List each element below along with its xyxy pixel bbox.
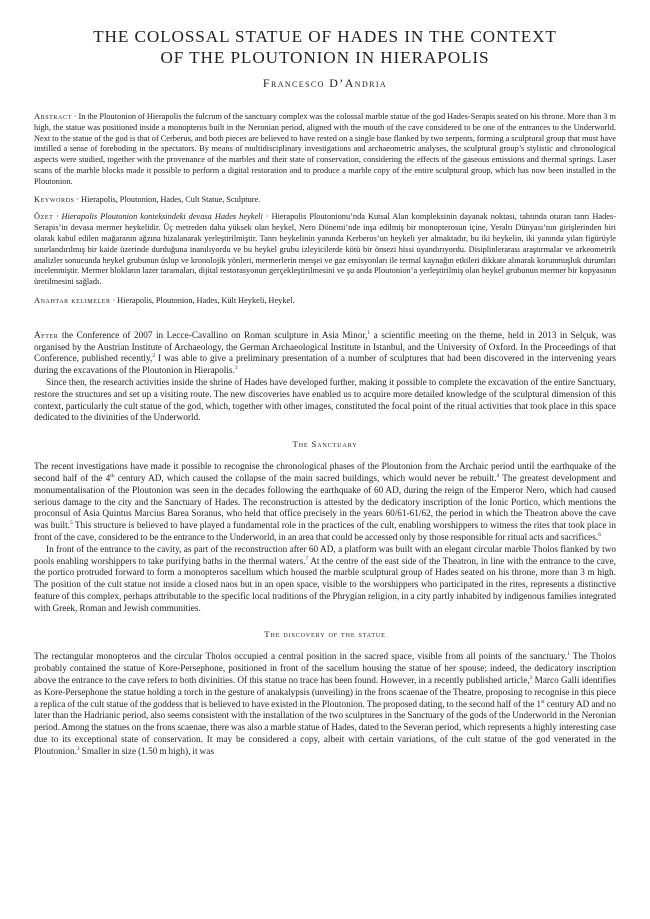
discovery-p1-text-b: The Tholos probably contained the statue of Kore-Persephone, positioned in front of the sacellum housing the statue of her spouse; indeed, the dedicatory inscription above the entrance to the cave refers to both divinities. Of this statue no trace has been found. However, in a recently published article, — [34, 652, 616, 687]
discovery-p1-text-a: The rectangular monopteros and the circular Tholos occupied a central position in the sacred space, visible from all points of the sanctuary. — [34, 652, 568, 663]
sanctuary-section — [34, 462, 616, 615]
title-line-1: THE COLOSSAL STATUE OF HADES IN THE CONTEXT — [93, 27, 557, 46]
title-line-2: OF THE PLOUTONION IN HIERAPOLIS — [160, 48, 490, 67]
anahtar-text: · Hierapolis, Ploutonion, Hades, Kült Heykeli, Heykel. — [110, 295, 295, 305]
anahtar-keywords — [34, 296, 616, 307]
anahtar-label: Anahtar kelimeler — [34, 295, 111, 305]
intro-section — [34, 331, 616, 425]
footnote-ref-5: 5 — [69, 520, 73, 527]
discovery-section — [34, 652, 616, 758]
sanctuary-p2-text-a: In front of the entrance to the cavity, as part of the reconstruction after 60 AD, a platform was built with an elegant circular marble Tholos flanked by two pools enabling worshippers to take purifying baths in the thermal waters. — [34, 544, 616, 567]
intro-p1-text-a: the Conference of 2007 in Lecce-Cavallino on Roman sculpture in Asia Minor, — [58, 330, 368, 341]
footnote-ref-d3: 3 — [76, 745, 80, 752]
author-name: Francesco D’Andria — [262, 76, 388, 90]
discovery-paragraph-1 — [34, 652, 616, 758]
intro-lead-word: After — [34, 330, 59, 341]
sanctuary-p1-text-d: This structure is believed to have played a fundamental role in the practices of the cult, enabling worshippers to witness the rites that took place in front of the cave, considered to be the entrance to the Underworld, in an area that could be accessed only by those responsible for ritual acts and sacrifices. — [34, 521, 617, 543]
footnote-ref-4: 4 — [496, 472, 500, 479]
intro-p1-text-c: I was able to give a preliminary presentation of a number of sculptures that had been discovered in the intervening years during the excavations of the Ploutonion in Hierapolis. — [34, 354, 616, 377]
sanctuary-p1-text-c: The greatest development and monumentalisation of the Ploutonion was seen in the decades following the earthquake of 60 AD, during the reign of the Emperor Nero, which had caused serious damage to the city and the Sanctuary of Hades. The reconstruction is attested by the dedicatory inscription of the Ionic Portico, which mentions the proconsul of Asia Quintus Marcius Barea Soranus, who held that office precisely in the years 60/61-61/62, the period in which the Theatron above the cave was built. — [34, 473, 616, 532]
ordinal-suffix-st: st — [540, 698, 545, 705]
footnote-ref-2: 2 — [152, 353, 156, 360]
ordinal-suffix: th — [110, 472, 115, 479]
sanctuary-paragraph-2 — [34, 545, 616, 616]
footnote-ref-d1: 1 — [567, 651, 570, 658]
sanctuary-p1-text-b: century AD, which caused the collapse of the main sacred buildings, which would never be rebuilt. — [114, 473, 497, 484]
ozet-title: · Hierapolis Ploutonion konteksindeki devasa Hades heykeli — [53, 212, 263, 222]
section-heading-discovery: The discovery of the statue — [264, 629, 386, 640]
intro-paragraph-1 — [34, 331, 616, 378]
discovery-p1-text-c: Marco Galli identifies as Kore-Persephone the statue holding a torch in the gesture of anakalypsis (unveiling) in the frons scaenae of the Theatre, proposing to recognise in this piece a replica of the cult statue of the goddess that is believed to have existed in the Ploutonion. The proposed dating, to the second half of the 1 — [34, 676, 616, 710]
article-page — [34, 26, 616, 759]
discovery-p1-text-e: Smaller in size (1.50 m high), it was — [79, 746, 214, 757]
abstract-label: Abstract — [34, 112, 72, 121]
keywords-label: Keywords — [34, 194, 75, 204]
ozet-abstract — [34, 212, 616, 288]
intro-p1-text-b: a scientific meeting on the theme, held in 2013 in Selçuk, was organised by the Austrian Institute of Archaeology, the German Archaeological Institute in Istanbul, and the University of Oxford. In the Proceedings of that Conference, published recently, — [34, 330, 616, 365]
ozet-label: Özet — [34, 212, 54, 222]
abstract-text: · In the Ploutonion of Hierapolis the fulcrum of the sanctuary complex was the colossal marble statue of the god Hades-Serapis seated on his throne. More than 3 m high, the statue was positioned inside a monopteros built in the Neronian period, aligned with the mouth of the cave considered to be one of the entrances to the Underworld. Next to the statue of the god is that of Cerberus, and both pieces are believed to have rested on a single base flanked by two serpents, forming a sculptural group that must have instilled a sense of foreboding in the spectators. By means of multidisciplinary investigations and archaeometric analyses, the sculptural group’s stylistic and chronological aspects were studied, together with the provenance of the marbles and their state of conservation, considering the effects of the gaseous emissions and thermal springs. Laser scans of the marble blocks made it possible to perform a digital restoration and to produce a marble copy of the entire sculptural group, which has now been installed in the Ploutonion. — [34, 112, 616, 186]
footnote-ref-6: 6 — [598, 531, 601, 538]
sanctuary-p2-text-b: At the centre of the east side of the Theatron, in line with the entrance to the cave, the portico protruded forward to form a monopteros sacellum which housed the marble sculptural group of Hades seated on his throne, more than 3 m high. The position of the cult statue not inside a closed naos but in an open space, visible to the worshippers who participated in the rites, represents a distinctive feature of this complex, perhaps attributable to the specific local traditions of the Phrygian religion, in a city partly inhabited by indigenous families integrated with Greek, Roman and Jewish communities. — [34, 556, 616, 614]
footnote-ref-d2: 2 — [529, 675, 533, 681]
ozet-text: · Hierapolis Ploutonionu’nda Kutsal Alan kompleksinin dayanak noktası, tahtında oturan tanrı Hades-Serapis’in devasa mermer heykelidir. Üç metreden daha yüksek olan heykel, Nero Dönemi’nde inşa edilmiş bir monopterosun içine, Yeraltı Dünyası’nın girişlerinden biri olarak kabul edilen mağaranın ağzına hizalanarak yerleştirilmiştir. Tanrı heykelinin yanında Kerberos’un heykeli yer almaktadır, bu iki heykelin, iki yanında yılan figürüyle sınırlandırılmış bir kaide üzerinde durduğuna inanılıyordu ve bu heykel grubu izleyicilerde kötü bir önsezi hissi uyandırıyordu. Disiplinlerarası araştırmalar ve arkeometrik analizler sonucunda heykel grubunun üslup ve kronolojik yönleri, mermerlerin menşei ve gaz emisyonları ile termal kaynağın etkileri dikkate alınarak korunmuşluk durumları incelenmiştir. Mermer blokların lazer taramaları, dijital restorasyonun gerçekleştirilmesini ve şu anda Ploutonion’a yerleştirilmiş olan heykel grubunun mermer bir kopyasının üretilmesini sağladı. — [34, 212, 616, 287]
footnote-ref-3: 3 — [234, 365, 238, 372]
sanctuary-paragraph-1 — [34, 462, 616, 545]
abstract — [34, 112, 616, 188]
article-title — [34, 26, 616, 68]
footnote-ref-7: 7 — [305, 555, 309, 562]
footnote-ref-1: 1 — [367, 329, 371, 336]
section-heading-sanctuary: The Sanctuary — [292, 439, 358, 450]
intro-paragraph-2: Since then, the research activities inside the shrine of Hades have developed further, making it possible to complete the excavation of the entire Sanctuary, restore the structures and set up a visiting route. The new discoveries have enabled us to acquire more detailed knowledge of the sculptural dimension of this context, particularly the cult statue of the god, which, together with other images, constituted the focal point of the ritual activities that took place in this space dedicated to the divinities of the Underworld. — [34, 377, 616, 424]
discovery-p1-text-d: century AD and no later than the Hadrianic period, also seems consistent with the installation of the two sculptures in the Sanctuary of the gods of the Underworld in the Neronian period. Among the statues on the frons scaenae, there was also a marble statue of Hades, dated to the Severan period, which represents a highly interesting case due to its exceptional state of conservation. It may be considered a copy, albeit with certain variations, of the cult statue of the god venerated in the Ploutonion. — [34, 699, 616, 757]
keywords-text: · Hierapolis, Ploutonion, Hades, Cult Statue, Sculpture. — [74, 194, 261, 204]
keywords — [34, 195, 616, 206]
sanctuary-p1-text-a: The recent investigations have made it possible to recognise the chronological phases of the Ploutonion from the Archaic period until the earthquake of the second half of the 4 — [34, 462, 616, 484]
